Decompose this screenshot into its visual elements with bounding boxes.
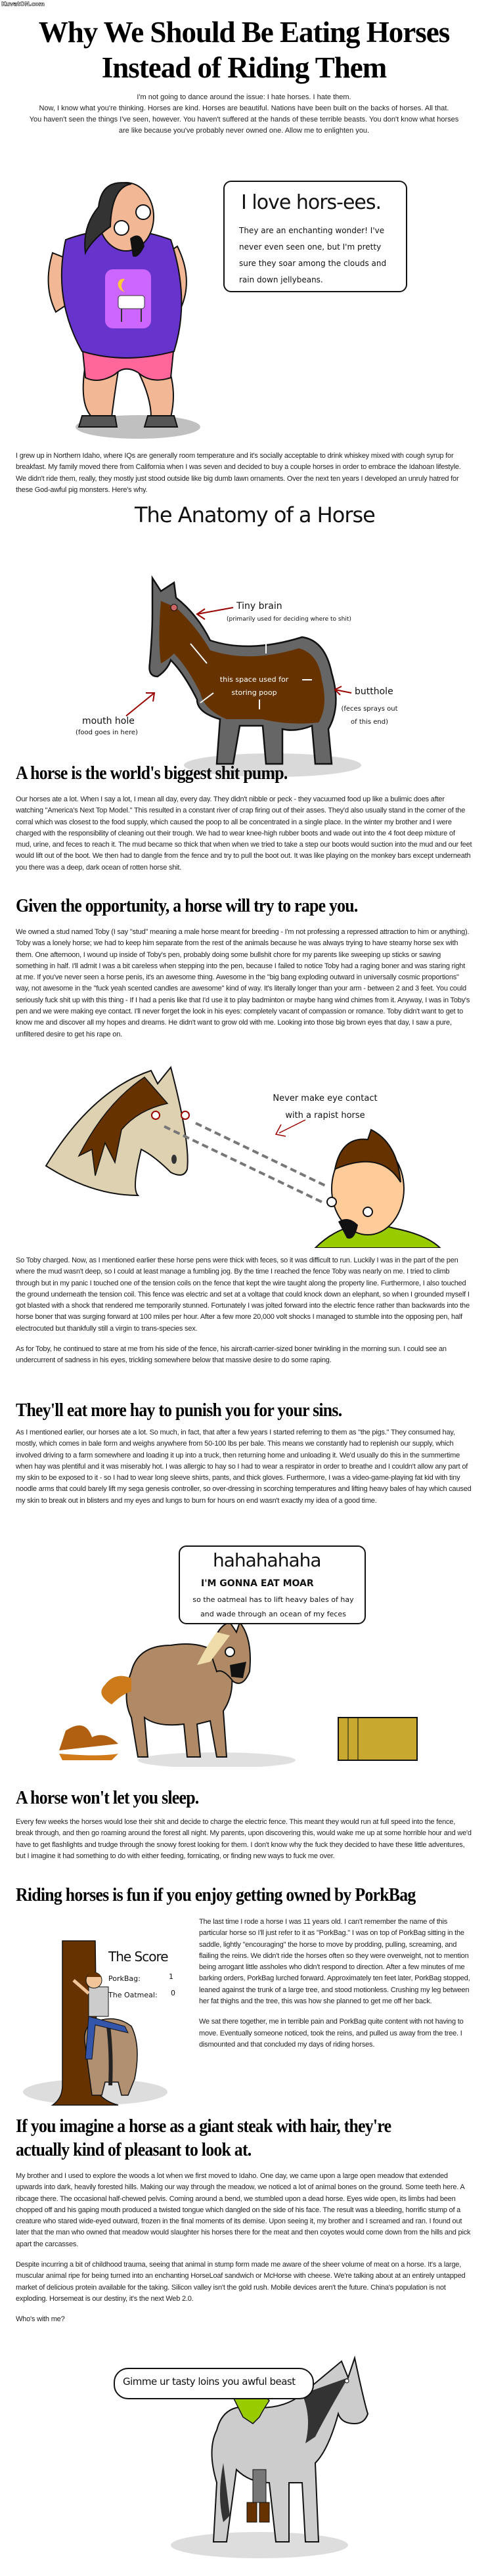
paragraph: Our horses ate a lot. When I say a lot, I mean all day, every day. They didn't nibble or peck - they vacuumed food up like a bulimic does after watching "America's Next Top Model." This resulted in a constant river of crap firing out of their asses. They'd also usually stand in the corner of the corral which was closest to the food supply, which caused the poop to all be concentrated in a single place. In the winter my brother and I were charged with the responsibility of cleaning out their trough. We had to wear knee-high rubber boots and wade out into the 4 foot deep mixture of mud, urine, and feces to reach it. The mud became so thick that when when we tried to take a step our boots would suction into the mud and our feet would lift out of the boot. We then had to dangle from the fence and try to pull the boot out. It was like playing on the monkey bars except underneath you there was a deep, dark ocean of rotten horse shit.: [16, 795, 472, 872]
intro-line: I'm not going to dance around the issue: I hate horses. I hate them.: [137, 93, 351, 101]
paragraph: We sat there together, me in terrible pain and PorkBag quite content with not having to move. Eventually someone noticed, took the reins, and pulled us away from the tree. I dismounted and that concluded my days of riding horses.: [199, 2018, 464, 2049]
intro-line: You haven't seen the things I've seen, however. You haven't suffered at the hands of these terrible beasts. You don't know what horses are like because you've probably never owned one. Allow me to enlighten you.: [29, 116, 459, 135]
label-butthole: butthole: [355, 686, 393, 697]
bubble-title: I love hors-ees.: [241, 191, 382, 214]
bubble-shout: I'M GONNA EAT MOAR: [201, 1578, 314, 1589]
section-body-continued: [16, 1255, 472, 1376]
comic-porkbag-tree: [20, 1915, 177, 2108]
paragraph: I grew up in Northern Idaho, where IQs are generally room temperature and it's socially acceptable to drink whiskey mixed with cough syrup for breakfast. My family moved there from California when I was seven and decided to buy a couple horses in order to embrace the Idahoan lifestyle. We didn't ride them, really, they mostly just stood outside like big dumb lawn ornaments. Over the next ten years I developed an unruly hatred for these God-awful pig monsters. Here's why.: [16, 452, 461, 494]
comic-horse-lover: [39, 167, 420, 443]
bubble-text: Gimme ur tasty loins you awful beast: [123, 2376, 296, 2387]
comic-hay-pony: [0, 1540, 488, 1767]
paragraph: So Toby charged. Now, as I mentioned earlier these horse pens were thick with feces, so it was difficult to run. Luckily I was in the part of the pen where the mud wasn't deep, so I could at least manage a fumbling jog. By the time I reached the fence Toby was nearly on me. I tried to climb through but in my panic I touched one of the tension coils on the fence that kept the wire taught along the property line. Furthermore, I also touched the ground underneath the tension coil. This fence was electric and set at a voltage that could knock down an elephant, so when I grounded myself I got blasted with a shock that rendered me temporarily stunned. Fortunately I was jolted forward into the electric fence rather than backwards into the horse boner that was surging forward at 100 miles per hour. After a few more 20,000 volt shocks I managed to stumble into the opposing pen, half electrocuted but thankfully still a virgin to trans-species sex.: [16, 1256, 470, 1333]
horse-head-and-boy-icon: [0, 1064, 488, 1248]
label-butt-note: (feces sprays out of this end): [341, 705, 398, 726]
section-body: [199, 1917, 472, 2060]
section-body: [16, 1817, 472, 1871]
comic-loin-hug: [0, 2351, 488, 2568]
section-heading: If you imagine a horse as a giant steak with hair, they're actually kind of pleasant to look at.: [16, 2116, 391, 2160]
title-line-1: Why We Should Be Eating Horses: [38, 16, 450, 49]
comic-caption: Never make eye contact with a rapist horse: [273, 1094, 378, 1121]
score-value: 0: [171, 1989, 175, 1997]
anatomy-diagram: [0, 502, 488, 778]
comic-eye-contact: [0, 1064, 488, 1248]
section-heading: A horse won't let you sleep.: [16, 1788, 199, 1808]
score-name: The Oatmeal:: [108, 1991, 158, 1999]
paragraph: Despite incurring a bit of childhood trauma, seeing that animal in stump form made me aware of the sheer volume of meat on a horse. It's a large, muscular animal ripe for being turned into an enchanting HorseLoaf sandwich or McHorse with cheese. We're talking about at an entirely untapped market of delicious protein available for the taking. Silicon valley isn't the gold rush. Mobile devices aren't the future. China's population is not exploding. Horsemeat is our destiny, it's the next Web 2.0.: [16, 2261, 466, 2303]
paragraph: The last time I rode a horse I was 11 years old. I can't remember the name of this particular horse so I'll just refer to it as "PorkBag." I was on top of PorkBag sitting in the saddle, lightly "encouraging" the horse to move by prodding, pulling, screaming, and flailing the reins. We didn't ride the horses often so they were overweight, not to mention being arrogant little assholes who didn't respond to direction. After a few minutes of me barking orders, PorkBag lurched forward. Approximately ten feet later, PorkBag stopped, leaned against the trunk of a large tree, and stood motionless. Crushing my leg between her fat thighs and the tree, this was how she planned to get me off her back.: [199, 1918, 470, 2006]
paragraph: As I mentioned earlier, our horses ate a lot. So much, in fact, that after a few years I started referring to them as "the pigs." They consumed hay, mostly, which comes in bale form and weighs anywhere from 50-100 lbs per bale. This means we constantly had to replenish our supply, which involved driving to a farm somewhere and loading it up into a truck, then returning home and unloading it. We'd usually do this in the summertime when hay was plentiful and it was miserably hot. I was allergic to hay so I had to wear a respirator in order to breathe and I couldn't allow any part of my skin to be exposed to it - so I had to wear long sleeve shirts, pants, and thick gloves. Furthermore, I was a video-game-playing fat kid with tiny noodle arms that could barely lift my sega genesis controller, so over-dressing in scorching temperatures and lifting heavy bales of hay which caused my skin to break out in blisters and my eyes and lungs to burn for hours on end wasn't exactly my idea of a good time.: [16, 1429, 472, 1505]
paragraph: Who's with me?: [16, 2315, 65, 2324]
watermark: KuvatON.com: [1, 1, 45, 8]
para-idaho: [16, 451, 472, 505]
section-body: [16, 927, 472, 1050]
speech-bubble: [223, 181, 407, 292]
label-tiny-brain: Tiny brain: [236, 601, 282, 611]
speech-bubble: [114, 2368, 314, 2399]
section-heading: They'll eat more hay to punish you for your sins.: [16, 1400, 342, 1421]
tree-horse-rider-icon: [20, 1915, 177, 2108]
paragraph: We owned a stud named Toby (I say "stud" meaning a male horse meant for breeding - I'm not professing a repressed attraction to him or anything). Toby was a lonely horse; we had to keep him separate from the rest of the animals because he was always trying to have steamy horse sex with them. One afternoon, I wound up inside of Toby's pen, probably doing some bullshit chore for my parents like sweeping up sticks or sawing something in half. I'll admit I was a bit careless when stepping into the pen, because I failed to notice Toby had a raging boner and was staring right at me. If you've never seen a horse penis, it's an awesome thing. Awesome in the "big bang exploding outward in universally cosmic proportions" way, not awesome in the "fuck yeah scented candles are awesome" kind of way. It's literally longer than your arm - between 2 and 3 feet. You could seriously fuck shit up with this thing - If I had a penis like that I'd use it to play badminton or maybe hang wind chimes from it. Anyway, I was in Toby's pen and we were making eye contact. I'll never forget the look in his eyes: completely vacant of compassion or romance. Toby didn't want to get to know me and discover all my hopes and dreams. He didn't want to grow old with me. Looking into those big brown eyes that day, I saw a pure, unfiltered desire to get his rape on.: [16, 928, 470, 1038]
label-storage: this space used for storing poop: [219, 675, 289, 697]
paragraph: Every few weeks the horses would lose their shit and decide to charge the electric fence. This meant they would run at full speed into the fence, break through, and then go roaming around the forest all night. My parents, upon discovering this, would wake me up at some horrible hour and we'd have to get flashlights and trudge through the snowy forest looking for them. I don't know why the fuck they decided to have these little adventures, but I imagine it had something to do with either feeding, fornicating, or finding new ways to fuck me over.: [16, 1818, 472, 1860]
bubble-laugh: hahahahaha: [213, 1549, 321, 1571]
score-title: The Score: [108, 1949, 168, 1965]
intro: [26, 92, 462, 137]
paragraph: As for Toby, he continued to stare at me from his side of the fence, his aircraft-carrier-sized boner twinkling in the morning sun. I could see an undercurrent of sadness in his eyes, trickling somewhere below that massive desire to do some raping.: [16, 1345, 447, 1365]
anatomy-title: The Anatomy of a Horse: [135, 502, 375, 527]
label-mouth-hole: mouth hole: [82, 716, 135, 726]
title-line-2: Instead of Riding Them: [101, 51, 387, 84]
page-title: [0, 14, 488, 85]
score-row: [108, 1989, 174, 2001]
score-name: PorkBag:: [108, 1974, 141, 1983]
paragraph: My brother and I used to explore the woods a lot when we first moved to Idaho. One day, we came upon a large open meadow that extended upwards into dark, heavily forested hills. Making our way through the meadow, we noticed a lot of animal bones on the ground. Some teeth here. A ribcage there. The occasional half-chewed pelvis. Coming around a bend, we stumbled upon a dead horse. Eyes wide open, its limbs had been chopped off and his gaping mouth produced a twisted tongue which dangled on the side of his face. The result was a bleeding, horrific stump of a creature who stared wide-eyed outward, frozen in the final moments of its demise. Upon seeing it, my brother and I screamed and ran. I found out later that the man who owned that meadow would slaughter his horses there for the meat and then coyotes would come down from the hills and pick apart the carcasses.: [16, 2172, 471, 2248]
speech-bubble: [179, 1545, 366, 1624]
label-mouth-note: (food goes in here): [76, 729, 138, 736]
section-body: [16, 2171, 472, 2335]
label-brain-note: (primarily used for deciding where to shit): [227, 616, 351, 623]
section-body: [16, 794, 472, 883]
section-heading: Given the opportunity, a horse will try to rape you.: [16, 896, 358, 916]
score-value: 1: [169, 1972, 173, 1981]
bubble-text: so the oatmeal has to lift heavy bales of hay and wade through an ocean of my feces: [192, 1595, 354, 1618]
intro-line: Now, I know what you're thinking. Horses are kind. Horses are beautiful. Nations have been built on the backs of horses. All that.: [39, 104, 449, 112]
section-heading: Riding horses is fun if you enjoy getting owned by PorkBag: [16, 1885, 416, 1905]
section-body: [16, 1427, 472, 1516]
score-row: [108, 1972, 174, 1984]
horse-anatomy-icon: [0, 502, 488, 778]
section-heading: A horse is the world's biggest shit pump.: [16, 763, 288, 784]
bubble-text: They are an enchanting wonder! I've never even seen one, but I'm pretty sure they soar among the clouds and rain down jellybeans.: [239, 226, 387, 284]
